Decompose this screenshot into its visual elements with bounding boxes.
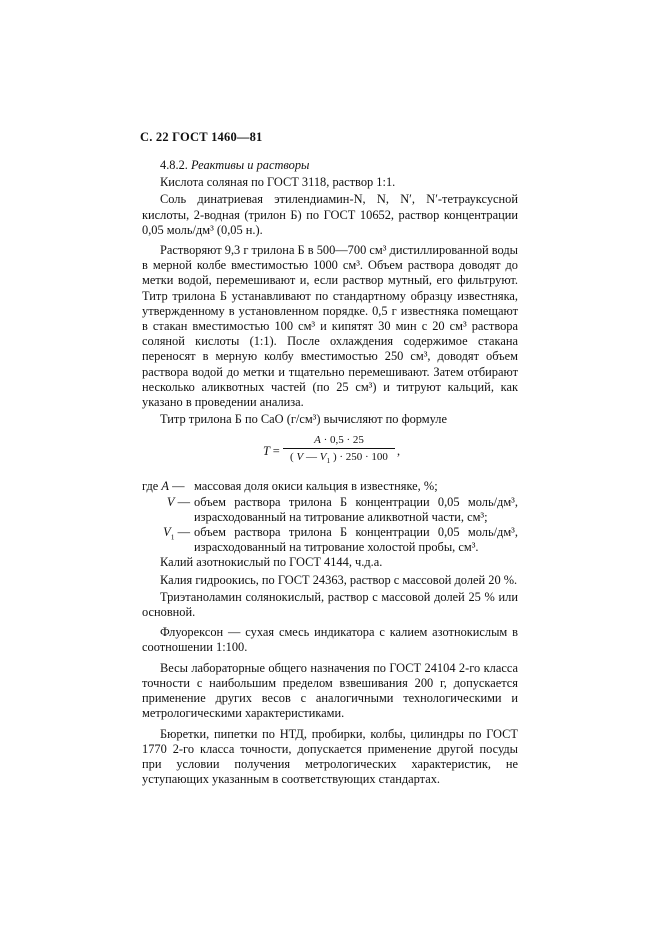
paragraph-potassium-hydroxide: Калия гидроокись, по ГОСТ 24363, раствор с массовой долей 20 %. — [160, 572, 518, 587]
paragraph-hydrochloric-acid: Кислота соляная по ГОСТ 3118, раствор 1:1. — [160, 175, 396, 190]
paragraph-triethanolamine: Триэтаноламин солянокислый, раствор с массовой долей 25 % или основной. — [142, 589, 518, 620]
definition-v: V — объем раствора трилона Б концентрации 0,05 моль/дм³, израсходованный на титрование аликвотной части, см³; — [166, 494, 518, 524]
paragraph-scales: Весы лабораторные общего назначения по ГОСТ 24104 2-го класса точности с наибольшим пределом взвешивания 200 г, допускается применение других весов с аналогичными технологическими и метрологическими характеристиками. — [142, 660, 518, 721]
formula-denominator: ( V — $V_1$ ) · 250 · 100 — [290, 451, 388, 466]
definition-a: где A — массовая доля окиси кальция в известняке, %; — [142, 479, 438, 494]
formula-comma: , — [397, 444, 401, 459]
section-title: Реактивы и растворы — [191, 158, 310, 172]
fraction-bar — [283, 448, 395, 449]
formula-numerator: A · 0,5 · 25 — [314, 434, 364, 447]
section-heading — [142, 158, 518, 173]
paragraph-preparation: Растворяют 9,3 г трилона Б в 500—700 см³ дистиллированной воды в мерной колбе вместимостью 1000 см³. Объем раствора доводят до метки водой, перемешивают и, если раствор мутный, его фильтруют. Титр трилона Б устанавливают по стандартному образцу известняка, утвержденному в установленном порядке. 0,5 г известняка помещают в стакан вместимостью 100 см³ и кипятят 30 мин с 20 см³ раствора соляной кислоты (1:1). После охлаждения содержимое стакана переносят в мерную колбу вместимостью 250 см³, доводят объем раствора водой до метки и тщательно перемешивают. Затем отбирают несколько аликвотных частей (по 25 см³) и титруют кальций, как указано в проведении анализа. — [142, 243, 518, 410]
paragraph-potassium-nitrate: Калий азотнокислый по ГОСТ 4144, ч.д.а. — [160, 555, 383, 570]
definition-v1: $V_1$ — объем раствора трилона Б концентрации 0,05 моль/дм³, израсходованный на титрование холостой пробы, см³. — [163, 525, 518, 555]
section-number: 4.8.2. — [160, 158, 188, 172]
formula-lhs: T = — [263, 444, 280, 459]
titer-formula — [142, 433, 518, 475]
document-body — [142, 158, 518, 789]
paragraph-fluorexon: Флуорексон — сухая смесь индикатора с калием азотнокислым в соотношении 1:100. — [142, 625, 518, 655]
paragraph-trilon-b: Соль динатриевая этилендиамин-N, N, N′, N′-тетрауксусной кислоты, 2-водная (трилон Б) по ГОСТ 10652, раствор концентрации 0,05 моль/дм³ (0,05 н.). — [142, 192, 518, 237]
formula-fraction — [283, 433, 395, 465]
page-header: С. 22 ГОСТ 1460—81 — [140, 130, 263, 144]
variable-definitions — [142, 479, 518, 555]
paragraph-formula-intro: Титр трилона Б по CaO (г/см³) вычисляют по формуле — [160, 412, 447, 427]
paragraph-glassware: Бюретки, пипетки по НТД, пробирки, колбы, цилиндры по ГОСТ 1770 2-го класса точности, допускается применение другой посуды при условии получения метрологических характеристик, не уступающих указанным в соответствующих стандартах. — [142, 726, 518, 787]
